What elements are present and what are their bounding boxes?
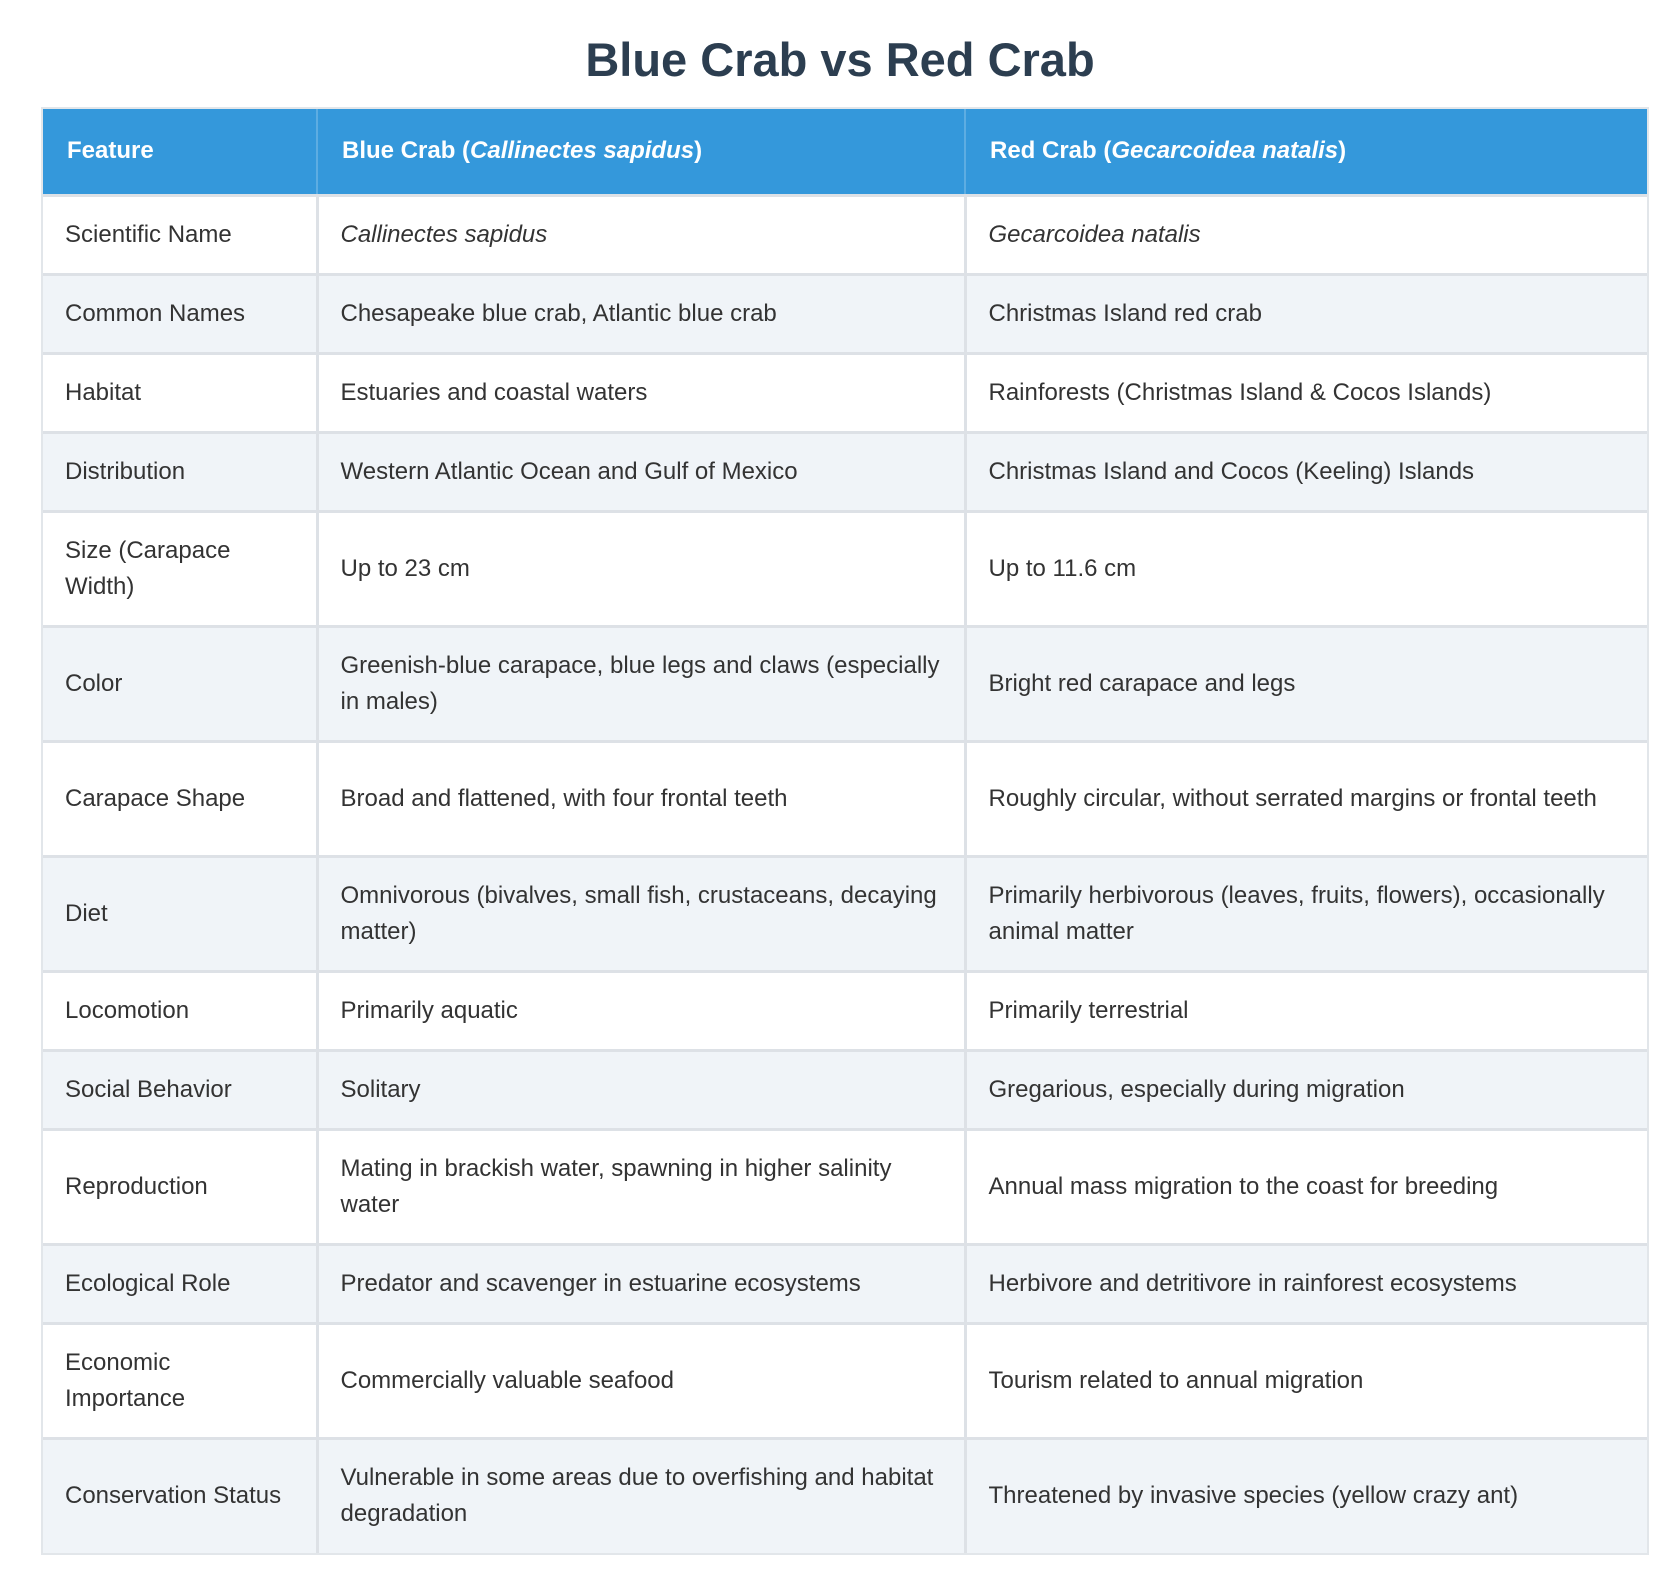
red-crab-cell: Christmas Island red crab <box>965 274 1647 353</box>
blue-crab-cell: Commercially valuable seafood <box>317 1323 965 1438</box>
feature-cell: Social Behavior <box>43 1050 317 1129</box>
red-crab-cell: Bright red carapace and legs <box>965 626 1647 741</box>
table-row <box>43 1438 1647 1553</box>
blue-crab-cell: Solitary <box>317 1050 965 1129</box>
table-header <box>43 109 1647 195</box>
page-title: Blue Crab vs Red Crab <box>585 33 1095 86</box>
blue-crab-cell: Callinectes sapidus <box>317 195 965 274</box>
table-row <box>43 353 1647 432</box>
table-row <box>43 1129 1647 1244</box>
table-row <box>43 1323 1647 1438</box>
blue-crab-cell: Western Atlantic Ocean and Gulf of Mexico <box>317 432 965 511</box>
feature-cell: Conservation Status <box>43 1438 317 1553</box>
blue-crab-cell: Predator and scavenger in estuarine ecosystems <box>317 1244 965 1323</box>
feature-cell: Scientific Name <box>43 195 317 274</box>
feature-cell: Ecological Role <box>43 1244 317 1323</box>
red-crab-cell: Primarily herbivorous (leaves, fruits, flowers), occasionally animal matter <box>965 856 1647 971</box>
table-row <box>43 432 1647 511</box>
blue-crab-cell: Broad and flattened, with four frontal teeth <box>317 741 965 856</box>
comparison-table <box>43 109 1647 1553</box>
red-crab-cell: Herbivore and detritivore in rainforest ecosystems <box>965 1244 1647 1323</box>
feature-cell: Color <box>43 626 317 741</box>
header-feature-label: Feature <box>67 137 154 165</box>
blue-crab-cell: Omnivorous (bivalves, small fish, crustaceans, decaying matter) <box>317 856 965 971</box>
feature-cell: Size (Carapace Width) <box>43 511 317 626</box>
header-red-scientific-name: Gecarcoidea natalis <box>1111 137 1339 165</box>
feature-cell: Economic Importance <box>43 1323 317 1438</box>
blue-crab-cell: Greenish-blue carapace, blue legs and claws (especially in males) <box>317 626 965 741</box>
header-blue-prefix: Blue Crab ( <box>342 137 471 165</box>
blue-crab-cell: Mating in brackish water, spawning in higher salinity water <box>317 1129 965 1244</box>
feature-cell: Locomotion <box>43 971 317 1050</box>
table-row <box>43 195 1647 274</box>
table-row <box>43 1244 1647 1323</box>
red-crab-cell: Threatened by invasive species (yellow crazy ant) <box>965 1438 1647 1553</box>
table-row <box>43 274 1647 353</box>
red-crab-cell: Christmas Island and Cocos (Keeling) Islands <box>965 432 1647 511</box>
header-blue-scientific-name: Callinectes sapidus <box>470 137 695 165</box>
comparison-table-container <box>41 107 1649 1555</box>
table-row <box>43 511 1647 626</box>
table-row <box>43 626 1647 741</box>
red-crab-cell: Roughly circular, without serrated margins or frontal teeth <box>965 741 1647 856</box>
feature-cell: Common Names <box>43 274 317 353</box>
table-body <box>43 195 1647 1553</box>
red-crab-cell: Primarily terrestrial <box>965 971 1647 1050</box>
red-crab-cell: Rainforests (Christmas Island & Cocos Islands) <box>965 353 1647 432</box>
table-row <box>43 1050 1647 1129</box>
red-crab-cell: Up to 11.6 cm <box>965 511 1647 626</box>
blue-crab-cell: Vulnerable in some areas due to overfishing and habitat degradation <box>317 1438 965 1553</box>
red-crab-cell: Gecarcoidea natalis <box>965 195 1647 274</box>
table-row <box>43 971 1647 1050</box>
header-blue-crab <box>317 109 965 195</box>
blue-crab-cell: Up to 23 cm <box>317 511 965 626</box>
header-red-suffix: ) <box>1338 137 1347 165</box>
feature-cell: Diet <box>43 856 317 971</box>
header-red-crab <box>965 109 1647 195</box>
red-crab-cell: Annual mass migration to the coast for breeding <box>965 1129 1647 1244</box>
table-row <box>43 741 1647 856</box>
feature-cell: Distribution <box>43 432 317 511</box>
red-crab-cell: Tourism related to annual migration <box>965 1323 1647 1438</box>
header-red-prefix: Red Crab ( <box>990 137 1112 165</box>
header-row <box>43 109 1647 195</box>
blue-crab-cell: Estuaries and coastal waters <box>317 353 965 432</box>
feature-cell: Carapace Shape <box>43 741 317 856</box>
table-row <box>43 856 1647 971</box>
feature-cell: Habitat <box>43 353 317 432</box>
header-feature <box>43 109 317 195</box>
feature-cell: Reproduction <box>43 1129 317 1244</box>
header-blue-suffix: ) <box>694 137 703 165</box>
blue-crab-cell: Primarily aquatic <box>317 971 965 1050</box>
red-crab-cell: Gregarious, especially during migration <box>965 1050 1647 1129</box>
blue-crab-cell: Chesapeake blue crab, Atlantic blue crab <box>317 274 965 353</box>
